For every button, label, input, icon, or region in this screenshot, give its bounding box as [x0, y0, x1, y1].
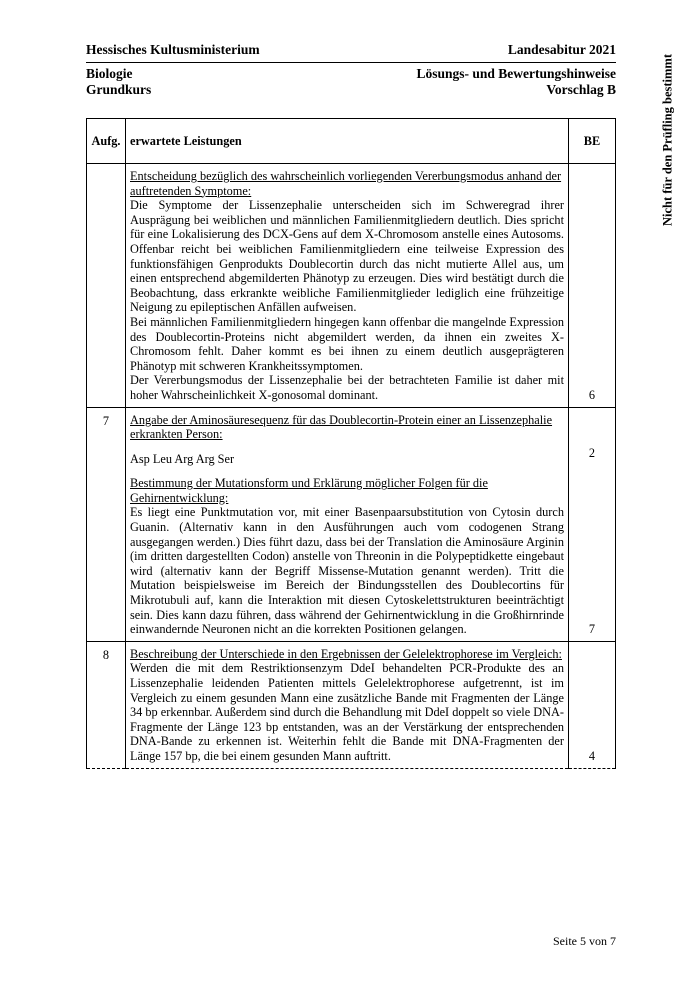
table-header-row — [87, 119, 616, 164]
paragraph: Es liegt eine Punktmutation vor, mit einer Basenpaarsubstitution von Cytosin durch Guanin. (Alternativ kann in den Ausführungen auch vom codogenen Strang ausgegangen werden.) Dies führt dazu, dass bei der Translation die Aminosäure Arginin (im dritten dargestellten Codon) anstelle von Threonin in die Polypeptidkette eingebaut wird (alternativ kann der Begriff Missense-Mutation genannt werden). Tritt die Mutation beispielsweise im Bereich der Bindungsstellen des Doublecortins für Mikrotubuli auf, kann die Interaktion mit diesen Cytoskelettstrukturen beeinträchtigt sein. Dies kann dazu führen, dass während der Gehirnentwicklung in die Großhirnrinde einwandernde Neuronen nicht an die korrekten Positionen gelangen. — [130, 505, 564, 637]
table-row — [87, 164, 616, 408]
subject-label: Biologie — [86, 66, 133, 81]
proposal-label: Vorschlag B — [546, 82, 616, 97]
amino-acid-sequence: Asp Leu Arg Arg Ser — [130, 451, 235, 466]
task-number: 7 — [87, 407, 126, 641]
course-label: Grundkurs — [86, 82, 152, 97]
page-header — [86, 42, 616, 63]
section-heading: Beschreibung der Unterschiede in den Ergebnissen der Gelelektrophorese im Vergleich: — [130, 646, 562, 661]
points-value: 2 — [588, 445, 596, 460]
solution-table — [86, 118, 616, 769]
points-cell — [569, 164, 616, 408]
side-note — [655, 40, 681, 240]
points-cell — [569, 407, 616, 641]
points-value: 7 — [588, 622, 596, 637]
expected-performance — [126, 164, 569, 408]
paragraph: Der Vererbungsmodus der Lissenzephalie bei der betrachteten Familie ist daher mit hoher Wahrscheinlichkeit X-gonosomal dominant. — [130, 373, 564, 402]
table-row — [87, 641, 616, 768]
section-heading: Bestimmung der Mutationsform und Erklärung möglicher Folgen für die Gehirnentwicklung: — [130, 476, 488, 505]
document-type: Lösungs- und Bewertungshinweise — [416, 66, 616, 81]
points-cell — [569, 641, 616, 768]
column-header-task: Aufg. — [87, 119, 126, 164]
column-header-expected: erwartete Leistungen — [126, 119, 569, 164]
points-value: 4 — [588, 748, 596, 763]
points-value: 6 — [588, 387, 596, 402]
institution-name: Hessisches Kultusministerium — [86, 42, 260, 57]
task-number — [87, 164, 126, 408]
paragraph: Bei männlichen Familienmitgliedern hingegen kann offenbar die mangelnde Expression des Doublecortin-Proteins nicht abgemildert werden, da ihnen ein zweites X-Chromosom fehlt. Daher kommt es bei ihnen zu einem deutlich ausgeprägteren Phänotyp mit schweren Krankheitssymptomen. — [130, 314, 564, 373]
task-number: 8 — [87, 641, 126, 768]
page-number: Seite 5 von 7 — [553, 934, 616, 948]
expected-performance — [126, 407, 569, 641]
expected-performance — [126, 641, 569, 768]
column-header-points: BE — [569, 119, 616, 164]
paragraph: Die Symptome der Lissenzephalie unterscheiden sich im Schweregrad ihrer Ausprägung bei weiblichen und männlichen Familienmitgliedern deutlich. Dies spricht für eine Lokalisierung des DCX-Gens auf dem X-Chromosom anstelle eines Autosoms. Offenbar reicht bei weiblichen Familienmitgliedern eine teilweise Expression des funktionsfähigen Genprodukts Doublecortin durch das nicht mutierte Allel aus, um einen entsprechend abgemilderten Phänotyp zu erzeugen. Dies wird bestätigt durch die Beobachtung, dass erkrankte weibliche Familienmitglieder lediglich eine frühzeitige Neigung zu epileptischen Anfällen aufweisen. — [130, 198, 564, 315]
section-heading: Entscheidung bezüglich des wahrscheinlich vorliegenden Vererbungsmodus anhand der auftretenden Symptome: — [130, 169, 562, 198]
table-row — [87, 407, 616, 641]
side-note-text: Nicht für den Prüfling bestimmt — [660, 54, 675, 226]
section-heading: Angabe der Aminosäuresequenz für das Doublecortin-Protein einer an Lissenzephalie erkrankten Person: — [130, 412, 553, 442]
paragraph: Werden die mit dem Restriktionsenzym DdeI behandelten PCR-Produkte des an Lissenzephalie leidenden Patienten mittels Gelelektrophorese aufgetrennt, ist im Vergleich zu einem gesunden Mann eine zusätzliche Bande mit Fragmenten der Länge 34 bp erkennbar. Außerdem sind durch die Behandlung mit DdeI doppelt so viele DNA-Fragmente der Länge 123 bp entstanden, was an der Verstärkung der entsprechenden DNA-Bande zu erkennen ist. Weiterhin fehlt die Bande mit DNA-Fragmenten der Länge 157 bp, die bei einem gesunden Mann auftritt. — [130, 661, 564, 763]
exam-title: Landesabitur 2021 — [507, 42, 616, 57]
